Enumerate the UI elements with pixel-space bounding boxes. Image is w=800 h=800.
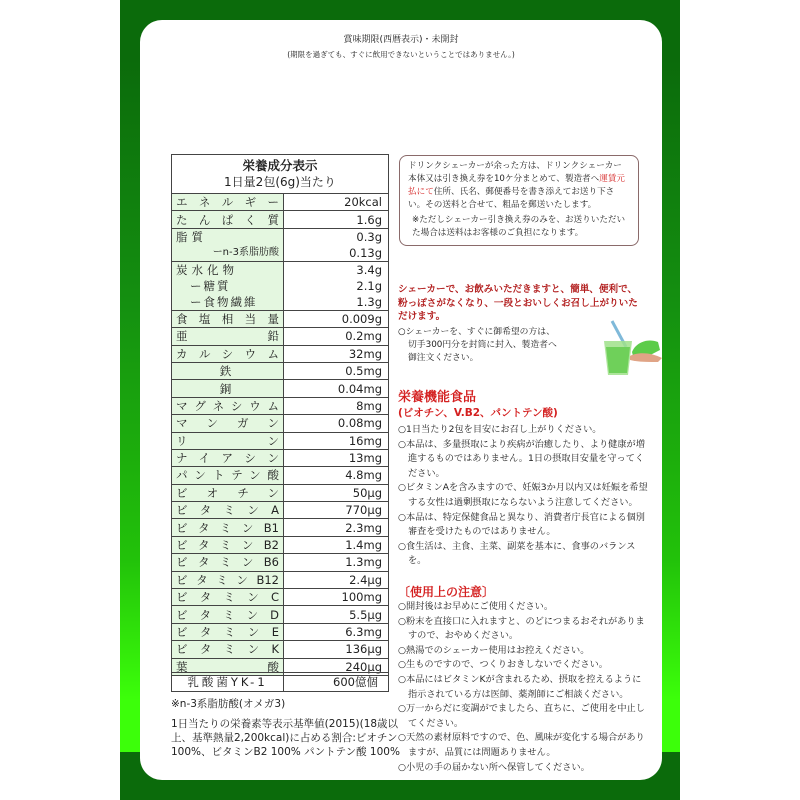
table-row xyxy=(172,345,389,362)
table-row xyxy=(172,328,389,345)
list-item: ○熱湯でのシェーカー使用はお控えください。 xyxy=(398,644,590,656)
list-item: ○生ものですので、つくりおきしないでください。 xyxy=(398,659,608,671)
row-label: ビタミンB12 xyxy=(172,571,284,588)
table-row xyxy=(172,261,389,310)
row-label: カルシウム xyxy=(172,345,284,362)
row-value: 3.4g 2.1g 1.3g xyxy=(284,261,389,310)
functional-food-list xyxy=(398,423,648,569)
label-panel xyxy=(140,20,662,780)
list-item: ○ビタミンAを含みますので、妊娠3か月以内又は妊娠を希望する女性は過剰摂取にならないよう注意してください。 xyxy=(398,482,648,508)
nutrition-serving: 1日量2包(6g)当たり xyxy=(224,175,336,189)
row-label: ナイアシン xyxy=(172,449,284,466)
row-value: 16mg xyxy=(284,432,389,449)
table-row xyxy=(172,432,389,449)
list-item: ○食生活は、主食、主菜、副菜を基本に、食事のバランスを。 xyxy=(398,540,636,567)
row-label: ビタミンA xyxy=(172,502,284,519)
list-item: ○本品は、多量摂取により疾病が治癒したり、より健康が増進するものではありません。1日の摂取目安量を守ってください。 xyxy=(398,438,645,479)
table-row xyxy=(172,571,389,588)
row-value: 50μg xyxy=(284,484,389,501)
row-value: 4.8mg xyxy=(284,467,389,484)
nutrition-header xyxy=(172,155,389,194)
table-row xyxy=(172,211,389,228)
table-row xyxy=(172,467,389,484)
row-value: 136μg xyxy=(284,641,389,658)
row-value: 13mg xyxy=(284,449,389,466)
footnote-daily-value: 1日当たりの栄養素等表示基準値(2015)(18歳以上、基準熱量2,200kcal)に占める割合:ビオチン 100%、ビタミンB2 100% パントテン酸 100% xyxy=(171,718,400,758)
row-label: ビタミンB1 xyxy=(172,519,284,536)
table-row xyxy=(172,415,389,432)
row-label: 亜鉛 xyxy=(172,328,284,345)
notice-note: ※ただしシェーカー引き換え券のみを、お送りいただいた場合は送料はお客様のご負担になります。 xyxy=(412,215,626,238)
table-row xyxy=(172,228,389,261)
row-label: リン xyxy=(172,432,284,449)
row-value: 0.2mg xyxy=(284,328,389,345)
row-value: 1.3mg xyxy=(284,554,389,571)
row-label: ビタミンC xyxy=(172,589,284,606)
row-value: 0.009g xyxy=(284,310,389,327)
functional-food-subtitle: (ビオチン、V.B2、パントテン酸) xyxy=(398,407,558,419)
list-item: ○本品にはビタミンKが含まれるため、摂取を控えるように指示されている方は医師、薬剤師にご相談ください。 xyxy=(398,673,642,700)
row-value: 2.4μg xyxy=(284,571,389,588)
table-row xyxy=(172,589,389,606)
row-label: 炭水化物 ー糖質 ー食物繊維 xyxy=(172,261,284,310)
row-label: ビタミンB2 xyxy=(172,536,284,553)
functional-food-title: 栄養機能食品 xyxy=(398,390,477,405)
footnote-n3: ※n-3系脂肪酸(オメガ3) xyxy=(171,698,286,710)
list-item: ○天然の素材原料ですので、色、風味が変化する場合がありますが、品質には問題ありません。 xyxy=(398,732,645,758)
row-label: ビタミンD xyxy=(172,606,284,623)
table-row xyxy=(172,519,389,536)
nutrition-facts-table xyxy=(171,154,389,676)
list-item: ○万一からだに変調がでましたら、直ちに、ご使用を中止してください。 xyxy=(398,703,645,729)
list-item: ○本品は、特定保健食品と異なり、消費者庁長官による個別審査を受けたものではありません。 xyxy=(398,511,645,538)
row-value: 600億個 xyxy=(284,673,389,692)
usage-precautions-title: 〔使用上の注意〕 xyxy=(398,585,495,599)
shaker-order-info: ○シェーカーを、すぐに御希望の方は、切手300円分を封筒に封入、製造者へ御注文ください。 xyxy=(398,327,557,363)
row-value: 0.3g 0.13g xyxy=(284,228,389,261)
notice-highlight: 運賃元払にて xyxy=(408,174,626,197)
table-row xyxy=(172,641,389,658)
row-label: エネルギー xyxy=(172,194,284,211)
row-value: 770μg xyxy=(284,502,389,519)
table-row xyxy=(172,606,389,623)
row-value: 32mg xyxy=(284,345,389,362)
table-row xyxy=(172,536,389,553)
row-label: マンガン xyxy=(172,415,284,432)
shaker-exchange-notice xyxy=(399,155,639,246)
row-value: 0.04mg xyxy=(284,380,389,397)
table-row xyxy=(172,380,389,397)
expiry-note: (期限を過ぎても、すぐに飲用できないということではありません。) xyxy=(287,50,515,59)
expiry-notice xyxy=(140,32,662,60)
row-label: パントテン酸 xyxy=(172,467,284,484)
table-row xyxy=(172,397,389,414)
table-row xyxy=(172,362,389,379)
table-row xyxy=(172,502,389,519)
row-value: 240μg xyxy=(284,658,389,675)
list-item: ○1日当たり2包を目安にお召し上がりください。 xyxy=(398,424,602,435)
list-item: ○開封後はお早めにご使用ください。 xyxy=(398,601,554,612)
list-item: ○粉末を直接口に入れますと、のどにつまるおそれがありますので、おやめください。 xyxy=(398,615,645,642)
row-label: ビタミンK xyxy=(172,641,284,658)
row-label: 葉酸 xyxy=(172,658,284,675)
row-label: 食塩相当量 xyxy=(172,310,284,327)
row-label: 脂質 ーn-3系脂肪酸 xyxy=(172,228,284,261)
list-item: ○小児の手の届かない所へ保管してください。 xyxy=(398,761,590,773)
table-row xyxy=(172,554,389,571)
row-label: 乳酸菌YK-1 xyxy=(172,673,284,692)
table-row xyxy=(172,484,389,501)
table-row xyxy=(172,623,389,640)
row-value: 0.5mg xyxy=(284,362,389,379)
expiry-title: 賞味期限(西暦表示)・未開封 xyxy=(343,35,459,45)
row-value: 2.3mg xyxy=(284,519,389,536)
row-value: 1.6g xyxy=(284,211,389,228)
nutrition-title: 栄養成分表示 xyxy=(242,158,318,173)
row-value: 8mg xyxy=(284,397,389,414)
row-label: 銅 xyxy=(172,380,284,397)
functional-food-heading xyxy=(398,390,648,420)
lactic-acid-bacteria-table xyxy=(171,672,389,692)
table-row xyxy=(172,673,389,692)
row-value: 20kcal xyxy=(284,194,389,211)
row-value: 1.4mg xyxy=(284,536,389,553)
shaker-promo: シェーカーで、お飲みいただきますと、簡単、便利で、粉っぽさがなくなり、一段とおいしくお召し上がりいただけます。 xyxy=(398,284,638,323)
row-value: 6.3mg xyxy=(284,623,389,640)
row-label: ビオチン xyxy=(172,484,284,501)
row-label: ビタミンE xyxy=(172,623,284,640)
row-value: 0.08mg xyxy=(284,415,389,432)
table-row xyxy=(172,310,389,327)
row-label: マグネシウム xyxy=(172,397,284,414)
hand-shaker-icon xyxy=(628,332,664,364)
table-row xyxy=(172,449,389,466)
row-value: 100mg xyxy=(284,589,389,606)
row-label: ビタミンB6 xyxy=(172,554,284,571)
row-label: たんぱく質 xyxy=(172,211,284,228)
notice-text: ドリンクシェーカーが余った方は、ドリンクシェーカー本体又は引き換え券を10ケ分まとめて、製造者へ運賃元払にて住所、氏名、郵便番号を書き添えてお送り下さい。その送料と合せて、粗品を郵送いたします。 xyxy=(408,161,626,210)
usage-precautions-list xyxy=(398,600,648,775)
footnotes xyxy=(171,697,411,759)
row-label: 鉄 xyxy=(172,362,284,379)
table-row xyxy=(172,194,389,211)
row-value: 5.5μg xyxy=(284,606,389,623)
